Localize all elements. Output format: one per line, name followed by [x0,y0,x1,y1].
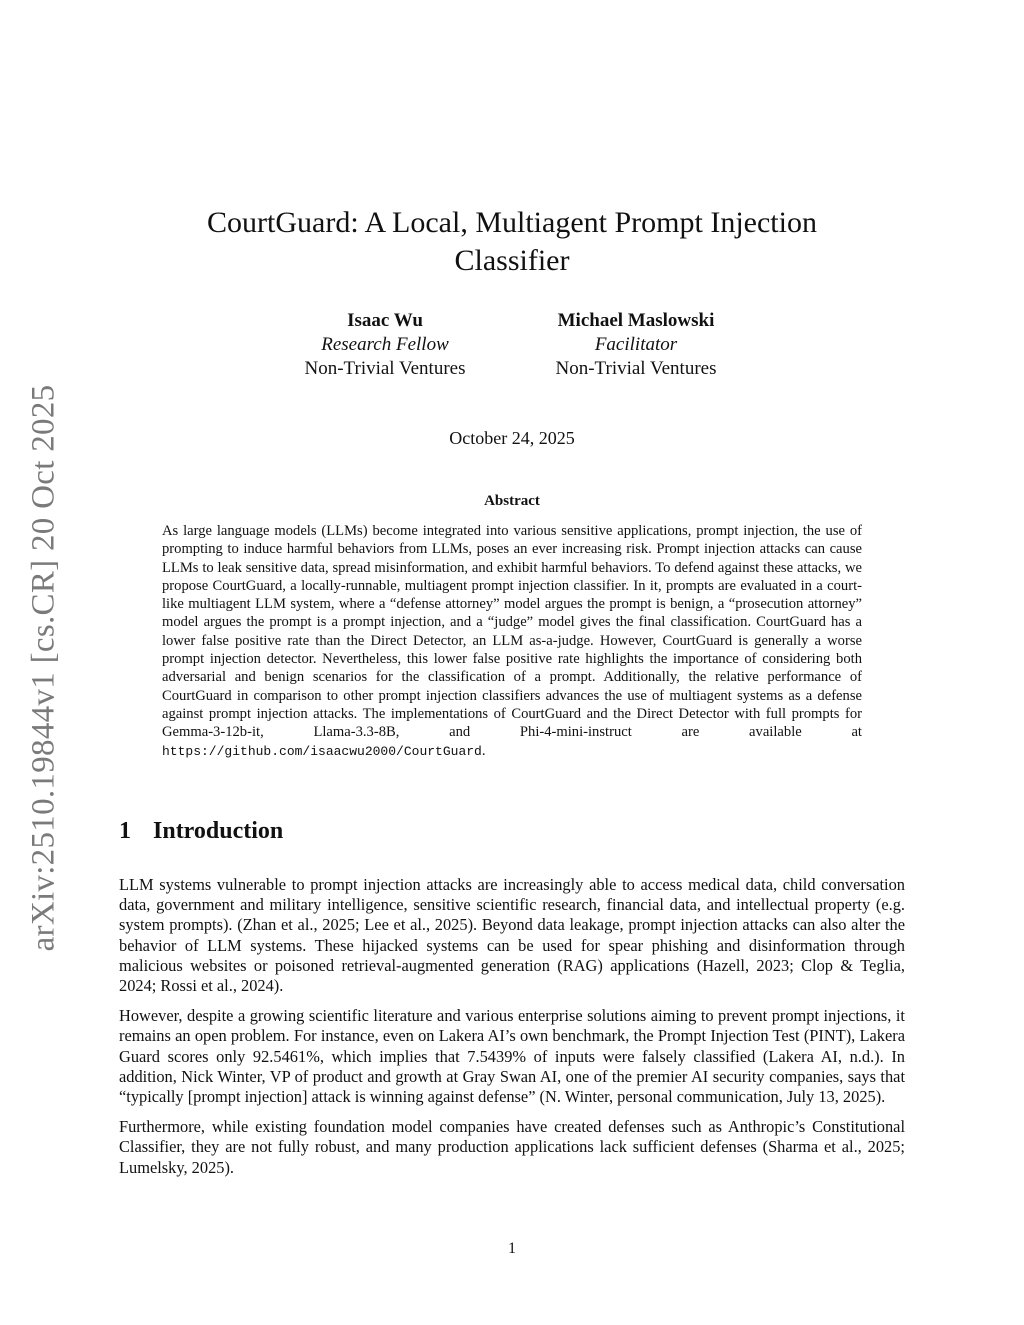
abstract-heading: Abstract [484,493,540,509]
author-block [255,309,515,381]
publication-date: October 24, 2025 [449,428,575,448]
author-role: Research Fellow [321,334,449,355]
arxiv-identifier-stamp: arXiv:2510.19844v1 [cs.CR] 20 Oct 2025 [25,384,62,952]
page-number: 1 [508,1240,516,1257]
paper-title: CourtGuard: A Local, Multiagent Prompt Injection Classifier [207,206,817,277]
body-paragraph: Furthermore, while existing foundation model companies have created defenses such as Anthropic’s Constitutional Classifier, they are not fully robust, and many production applications lack sufficient defenses (Sharma et al., 2025; Lumelsky, 2025). [119,1117,905,1177]
author-affiliation: Non-Trivial Ventures [555,358,717,379]
section-heading [119,818,283,845]
author-name: Isaac Wu [347,310,423,331]
body-paragraph: LLM systems vulnerable to prompt injection attacks are increasingly able to access medical data, child conversation data, government and military intelligence, sensitive scientific research, financial data, and intellectual property (e.g. system prompts). (Zhan et al., 2025; Lee et al., 2025). Beyond data leakage, prompt injection attacks can also alter the behavior of LLM systems. These hijacked systems can be used for spear phishing and disinformation through malicious websites or poisoned retrieval-augmented generation (RAG) applications (Hazell, 2023; Clop & Teglia, 2024; Rossi et al., 2024). [119,875,905,996]
author-name: Michael Maslowski [557,310,715,331]
author-role: Facilitator [594,334,678,355]
repository-link[interactable]: https://github.com/isaacwu2000/CourtGuard [162,743,482,759]
section-title: Introduction [153,818,284,844]
abstract-body-text: As large language models (LLMs) become integrated into various sensitive applications, prompt injection, the use of prompting to induce harmful behaviors from LLMs, poses an ever increasing risk. Prompt injection attacks can cause LLMs to leak sensitive data, spread misinformation, and exhibit harmful behaviors. To defend against these attacks, we propose CourtGuard, a locally-runnable, multiagent prompt injection classifier. In it, prompts are evaluated in a court-like multiagent LLM system, where a “defense attorney” model argues the prompt is benign, a “prosecution attorney” model argues the prompt is a prompt injection, and a “judge” model gives the final classification. CourtGuard has a lower false positive rate than the Direct Detector, an LLM as-a-judge. However, CourtGuard is generally a worse prompt injection detector. Nevertheless, this lower false positive rate highlights the importance of considering both adversarial and benign scenarios for the classification of a prompt. Additionally, the relative performance of CourtGuard in comparison to other prompt injection classifiers advances the use of multiagent systems as a defense against prompt injection attacks. The implementations of CourtGuard and the Direct Detector with full prompts for Gemma-3-12b-it, Llama-3.3-8B, and Phi-4-mini-instruct are available at [162,523,862,741]
section-number: 1 [119,818,131,844]
introduction-body [119,875,905,1188]
author-affiliation: Non-Trivial Ventures [304,358,466,379]
author-block [506,309,766,381]
abstract-text [162,522,862,761]
abstract-end-punctuation: . [481,742,486,759]
body-paragraph: However, despite a growing scientific literature and various enterprise solutions aiming to prevent prompt injections, it remains an open problem. For instance, even on Lakera AI’s own benchmark, the Prompt Injection Test (PINT), Lakera Guard scores only 92.5461%, which implies that 7.5439% of inputs were falsely classified (Lakera AI, n.d.). In addition, Nick Winter, VP of product and growth at Gray Swan AI, one of the premier AI security companies, says that “typically [prompt injection] attack is winning against defense” (N. Winter, personal communication, July 13, 2025). [119,1006,905,1107]
